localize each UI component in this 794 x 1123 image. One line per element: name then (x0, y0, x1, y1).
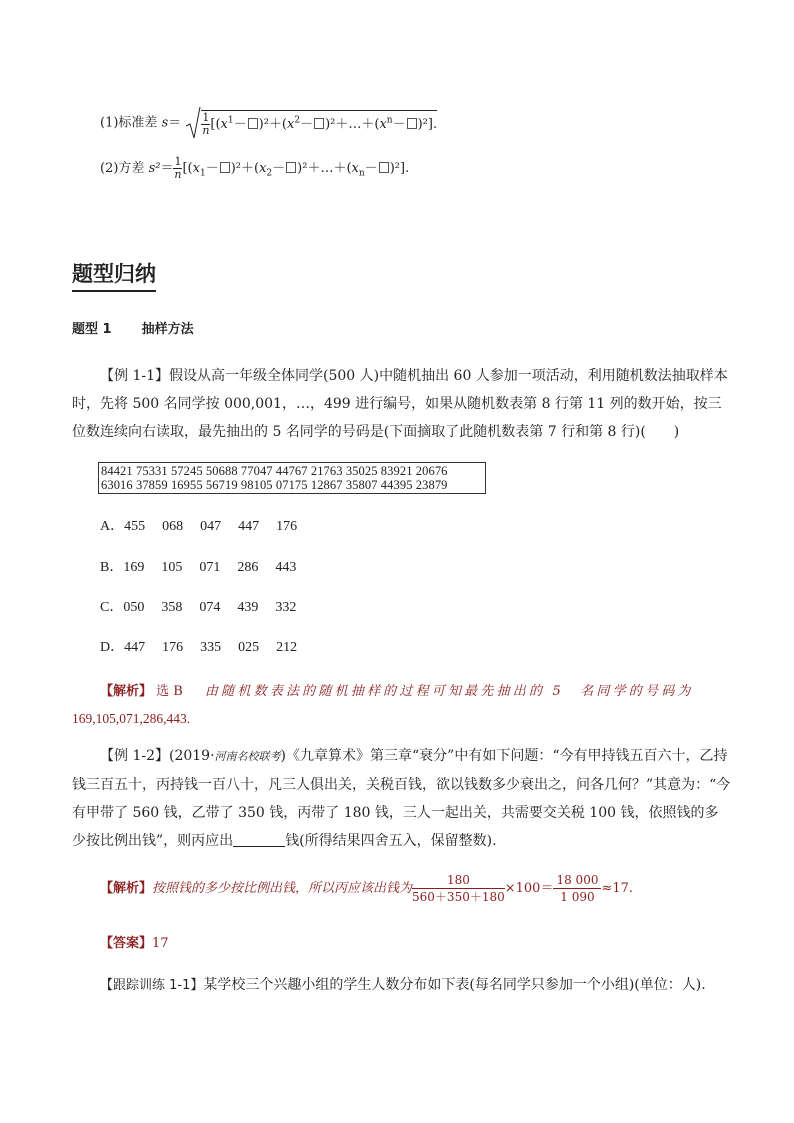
formula-part: )²＋( (258, 116, 287, 132)
formula-part: 2 (294, 115, 301, 126)
option-value: 358 (161, 600, 183, 615)
formula-part: [( (210, 116, 221, 132)
frac-den: 1 090 (560, 890, 595, 904)
example-1-2 (72, 742, 732, 855)
formula-part: 1 (227, 115, 234, 126)
variance-formula (100, 156, 409, 181)
x-bar-symbol-icon (314, 118, 324, 129)
equals-sign: ＝ (160, 161, 174, 176)
equals-sign: ＝ (168, 115, 182, 131)
formula-part: n (358, 168, 365, 179)
formula-part: )²＋…＋( (297, 161, 352, 176)
option-value: 105 (161, 560, 183, 575)
option-b[interactable] (100, 556, 313, 576)
formula-part: n (386, 115, 393, 126)
option-value: 439 (237, 600, 259, 615)
formula-var: s (161, 115, 169, 131)
x-bar-symbol-icon (286, 162, 296, 173)
x-bar-symbol-icon (220, 162, 230, 173)
formula-part: x (220, 116, 228, 132)
option-value: 169 (123, 560, 145, 575)
solution-text: 由随机数表法的随机抽样的过程可知最先抽出的 5 名同学的号码为 (204, 684, 694, 699)
formula-part: ≈17. (601, 881, 634, 896)
answer-value: 17 (152, 936, 169, 951)
formula-part: )²＋…＋( (325, 116, 380, 132)
option-letter: D． (100, 640, 125, 655)
formula-part: x (351, 161, 359, 176)
x-bar-symbol-icon (379, 162, 389, 173)
solution-tag: 【解析】 (100, 684, 153, 699)
sqrt-body (201, 110, 437, 137)
formula-part: － (233, 116, 247, 132)
example-text: 《九章算术》第三章“衰分”中有如下问题：“今有甲持钱五百六十，乙持钱三百五十，丙持钱一百八十，凡三人俱出关，关税百钱，欲以钱数多少衰出之，问各几何？”其意为：“今有甲带了 560 钱，乙带了 350 钱，丙带了 180 钱，三人一起出关，共需要交关税 100 钱，依照钱的多少按比例出钱”，则丙应出 (72, 748, 731, 849)
example-source: (2019· (169, 748, 215, 764)
solution-text: 按照钱的多少按比例出钱，所以丙应该出钱为 (152, 881, 413, 896)
answer-blank[interactable] (233, 832, 285, 847)
followup-tag: 【跟踪训练 1-1】 (100, 978, 204, 993)
solution-1-2 (100, 872, 633, 905)
option-letter: A． (100, 519, 125, 534)
option-value: 286 (237, 560, 259, 575)
example-source: 河南名校联考 (214, 750, 281, 763)
option-value: 447 (124, 640, 146, 655)
formula-part: － (364, 161, 378, 176)
option-value: 212 (276, 640, 298, 655)
formula-label: (2)方差 (100, 161, 145, 176)
section-title: 题型归纳 (72, 258, 156, 292)
formula-part: )²＋( (230, 161, 260, 176)
option-value: 455 (124, 519, 146, 534)
option-letter: B． (100, 560, 124, 575)
option-d[interactable] (100, 636, 314, 656)
option-value: 068 (162, 519, 184, 534)
answer-tag: 【答案】 (100, 936, 153, 951)
formula-part: 1 (199, 168, 206, 179)
formula-part: [( (182, 161, 193, 176)
option-value: 071 (199, 560, 221, 575)
subsection-heading (72, 318, 194, 337)
formula-part: x (192, 161, 200, 176)
formula-part: 2 (266, 168, 273, 179)
formula-part: )²]. (389, 161, 410, 176)
fraction-18000 (553, 872, 601, 905)
x-bar-symbol-icon (248, 118, 258, 129)
table-row: 63016 37859 16955 56719 98105 07175 12867 35807 44395 23879 (101, 478, 448, 492)
followup-text: 某学校三个兴趣小组的学生人数分布如下表(每名同学只参加一个小组)(单位：人). (203, 977, 706, 993)
frac-num: 180 (412, 872, 505, 889)
formula-part: － (272, 161, 286, 176)
frac-den: 560＋350＋180 (412, 890, 505, 904)
frac-den: n (202, 123, 210, 137)
formula-part: x (379, 116, 387, 132)
solution-1-1 (72, 678, 732, 733)
example-source: ) (280, 748, 287, 764)
formula-part: x (287, 116, 295, 132)
frac-den: n (174, 168, 182, 181)
solution-result: 169,105,071,286,443. (72, 711, 191, 726)
option-value: 176 (276, 519, 298, 534)
option-value: 447 (238, 519, 260, 534)
formula-part: )²]. (417, 116, 438, 132)
solution-choice: 选 B (156, 684, 183, 699)
option-letter: C． (100, 600, 124, 615)
x-bar-symbol-icon (407, 118, 417, 129)
example-1-1 (72, 362, 732, 446)
example-tag: 【例 1-2】 (100, 748, 169, 764)
subsection-label: 题型 1 (72, 322, 112, 337)
option-a[interactable] (100, 515, 314, 535)
option-value: 443 (275, 560, 297, 575)
option-value: 335 (200, 640, 222, 655)
example-tag: 【例 1-1】 (100, 368, 169, 384)
random-number-table (98, 462, 486, 494)
formula-part: ×100＝ (504, 881, 554, 896)
example-text: 假设从高一年级全体同学(500 人)中随机抽出 60 人参加一项活动，利用随机数法抽取样本时，先将 500 名同学按 000,001，…，499 进行编号，如果从随机数表第 8 行第 11 列的数开始，按三位数连续向右读取，最先抽出的 5 名同学的号码是(下面摘取了此随机数表第 7 行和第 8 行)( ) (72, 368, 728, 440)
solution-tag: 【解析】 (100, 881, 153, 896)
fraction-180 (412, 872, 505, 905)
option-value: 050 (123, 600, 145, 615)
std-dev-formula (100, 106, 437, 140)
followup-1-1 (100, 974, 706, 994)
frac-num: 18 000 (553, 872, 601, 889)
frac-num: 1 (174, 155, 182, 168)
subsection-title: 抽样方法 (141, 322, 194, 337)
table-row: 84421 75331 57245 50688 77047 44767 21763 35025 83921 20676 (101, 464, 448, 478)
formula-var: s² (148, 161, 161, 176)
option-c[interactable] (100, 596, 313, 616)
example-text-end: 钱(所得结果四舍五入，保留整数). (285, 833, 497, 849)
formula-label: (1)标准差 (100, 115, 158, 131)
sqrt-sign-icon (185, 106, 201, 140)
frac-num: 1 (202, 110, 210, 124)
formula-part: x (259, 161, 267, 176)
formula-part: － (205, 161, 219, 176)
option-value: 332 (275, 600, 297, 615)
option-value: 025 (238, 640, 260, 655)
formula-part: － (300, 116, 314, 132)
option-value: 047 (200, 519, 222, 534)
answer-1-2 (100, 932, 169, 951)
option-value: 176 (162, 640, 184, 655)
option-value: 074 (199, 600, 221, 615)
formula-part: － (392, 116, 406, 132)
